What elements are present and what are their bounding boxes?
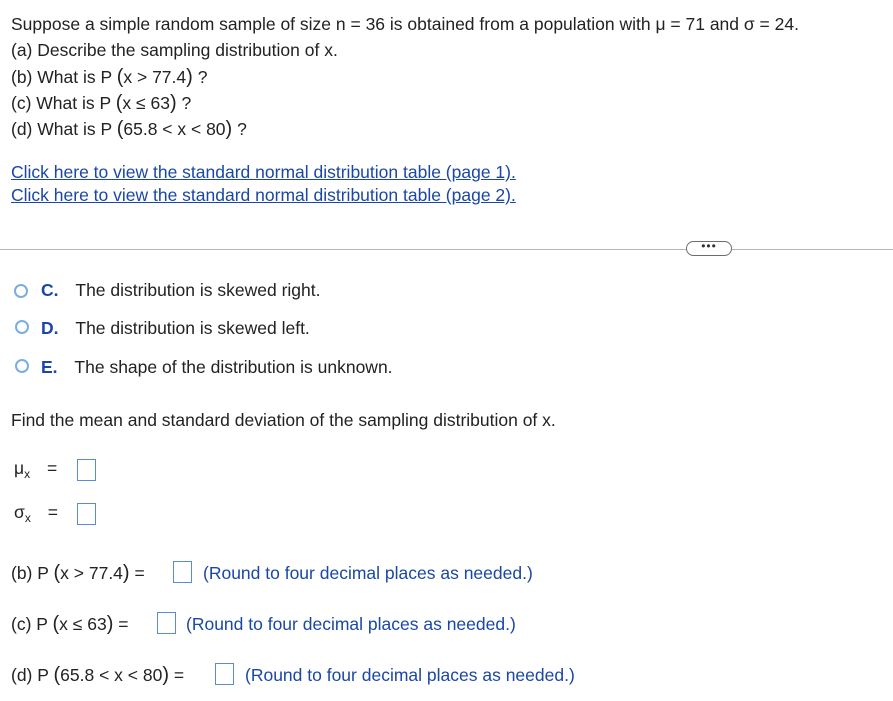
- part-c-expression: x ≤ 63: [122, 93, 170, 113]
- answer-c-input[interactable]: [157, 612, 176, 634]
- answer-b-round-note: (Round to four decimal places as needed.): [203, 563, 533, 583]
- option-d-radio[interactable]: [15, 320, 29, 334]
- question-part-d: (d) What is P (65.8 < x < 80) ?: [11, 118, 247, 140]
- answer-d-round-note: (Round to four decimal places as needed.): [245, 665, 575, 685]
- mean-sd-prompt: Find the mean and standard deviation of the sampling distribution of x.: [11, 410, 556, 430]
- option-c-text: The distribution is skewed right.: [75, 280, 321, 300]
- answer-d-input[interactable]: [215, 663, 234, 685]
- option-d-letter: D.: [41, 318, 59, 338]
- more-options-button[interactable]: •••: [686, 241, 732, 256]
- option-d-text: The distribution is skewed left.: [75, 318, 310, 338]
- question-part-a: (a) Describe the sampling distribution of x.: [11, 40, 338, 60]
- answer-c-round-note: (Round to four decimal places as needed.): [186, 614, 516, 634]
- table-page2-link[interactable]: Click here to view the standard normal distribution table (page 2).: [11, 185, 516, 205]
- option-e-text: The shape of the distribution is unknown.: [74, 357, 393, 377]
- answer-d-label: (d) P (65.8 < x < 80) =: [11, 664, 185, 686]
- section-divider: [0, 249, 893, 250]
- mu-label: $\mu_x$ =: [14, 458, 58, 481]
- option-e[interactable]: [41, 357, 393, 378]
- option-e-letter: E.: [41, 357, 58, 377]
- question-part-b: (b) What is P (x > 77.4) ?: [11, 66, 208, 88]
- option-c[interactable]: [41, 280, 321, 301]
- mu-answer-input[interactable]: [77, 459, 96, 481]
- option-d[interactable]: [41, 318, 310, 339]
- answer-b-input[interactable]: [173, 561, 192, 583]
- sigma-answer-input[interactable]: [77, 503, 96, 525]
- question-intro: Suppose a simple random sample of size n = 36 is obtained from a population with μ = 71 and σ = 24.: [11, 14, 799, 34]
- part-d-expression: 65.8 < x < 80: [123, 119, 226, 139]
- sigma-label: $\sigma_x$ =: [14, 502, 58, 525]
- option-c-letter: C.: [41, 280, 59, 300]
- question-part-c: (c) What is P (x ≤ 63) ?: [11, 92, 192, 114]
- option-c-radio[interactable]: [14, 284, 28, 298]
- answer-b-label: (b) P (x > 77.4) =: [11, 562, 145, 584]
- option-e-radio[interactable]: [15, 359, 29, 373]
- part-b-expression: x > 77.4: [123, 67, 187, 87]
- table-page1-link[interactable]: Click here to view the standard normal distribution table (page 1).: [11, 162, 516, 182]
- answer-c-label: (c) P (x ≤ 63) =: [11, 613, 129, 635]
